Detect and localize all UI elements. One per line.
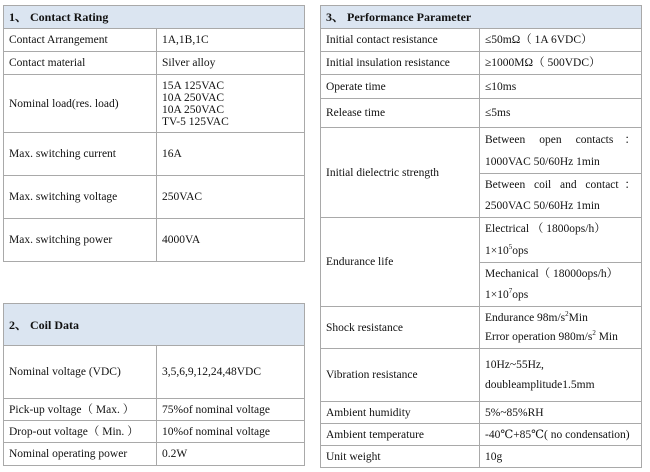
dropout-voltage-value: 10%of nominal voltage [157, 421, 305, 443]
vibration-resistance-label: Vibration resistance [321, 349, 480, 402]
nominal-voltage-label: Nominal voltage (VDC) [4, 346, 157, 399]
contact-rating-title: 1、 Contact Rating [4, 6, 305, 29]
endurance-mechanical-value: $1\times 10^7ops$ [485, 286, 529, 301]
max-power-value: 4000VA [157, 219, 305, 262]
contact-material-label: Contact material [4, 52, 157, 75]
release-time-label: Release time [321, 99, 480, 128]
contact-arrangement-label: Contact Arrangement [4, 29, 157, 52]
endurance-electrical-value: $1\times 10^5ops$ [485, 243, 529, 257]
endurance-electrical-title: Electrical （ 1800ops/h） [485, 223, 606, 235]
contact-resistance-value: ≤50mΩ（ 1A 6VDC） [480, 29, 642, 52]
nominal-voltage-value: 3,5,6,9,12,24,48VDC [157, 346, 305, 399]
endurance-mechanical [480, 263, 642, 307]
insulation-resistance-value: ≥1000MΩ（ 500VDC） [480, 52, 642, 75]
unit-weight-label: Unit weight [321, 446, 480, 468]
ambient-temperature-label: Ambient temperature [321, 424, 480, 446]
dielectric-coil-contact-title: Between coil and contact： [485, 178, 637, 191]
nominal-load-value: 15A 125VAC [162, 79, 225, 92]
max-current-label: Max. switching current [4, 133, 157, 176]
nominal-load-value: 10A 250VAC [162, 103, 225, 116]
max-voltage-label: Max. switching voltage [4, 176, 157, 219]
endurance-life-label: Endurance life [321, 218, 480, 307]
dielectric-coil-contact [480, 174, 642, 218]
vibration-resistance-values [480, 349, 642, 402]
operating-power-value: 0.2W [157, 443, 305, 466]
coil-data-table [3, 303, 305, 466]
ambient-temperature-value: -40℃+85℃( no condensation) [480, 424, 642, 446]
shock-resistance-label: Shock resistance [321, 307, 480, 349]
shock-resistance-values [480, 307, 642, 349]
operate-time-value: ≤10ms [480, 75, 642, 99]
ambient-humidity-label: Ambient humidity [321, 402, 480, 424]
nominal-load-label: Nominal load(res. load) [4, 75, 157, 133]
dielectric-open-contacts-title: Between open contacts： [485, 133, 637, 146]
endurance-electrical [480, 218, 642, 263]
performance-title: 3、 Performance Parameter [321, 6, 642, 29]
contact-rating-table [3, 5, 305, 262]
max-power-label: Max. switching power [4, 219, 157, 262]
contact-material-value: Silver alloy [157, 52, 305, 75]
contact-resistance-label: Initial contact resistance [321, 29, 480, 52]
endurance-mechanical-title: Mechanical（ 18000ops/h） [485, 267, 619, 280]
unit-weight-value: 10g [480, 446, 642, 468]
dielectric-open-contacts-value: 1000VAC 50/60Hz 1min [485, 155, 600, 168]
ambient-humidity-value: 5%~85%RH [480, 402, 642, 424]
dielectric-coil-contact-value: 2500VAC 50/60Hz 1min [485, 199, 600, 212]
vibration-frequency: 10Hz~55Hz, [485, 359, 544, 371]
nominal-load-values [157, 75, 305, 133]
release-time-value: ≤5ms [480, 99, 642, 128]
nominal-load-value: 10A 250VAC [162, 91, 225, 104]
operate-time-label: Operate time [321, 75, 480, 99]
dropout-voltage-label: Drop-out voltage（ Min. ） [4, 421, 157, 443]
operating-power-label: Nominal operating power [4, 443, 157, 466]
shock-error-operation: Error operation $980m/s^2$ Min [485, 328, 618, 343]
performance-table [320, 5, 642, 468]
vibration-amplitude: doubleamplitude1.5mm [485, 379, 595, 391]
insulation-resistance-label: Initial insulation resistance [321, 52, 480, 75]
coil-data-title: 2、 Coil Data [4, 304, 305, 346]
nominal-load-value: TV-5 125VAC [162, 115, 229, 128]
max-voltage-value: 250VAC [157, 176, 305, 219]
pickup-voltage-label: Pick-up voltage（ Max. ） [4, 399, 157, 421]
pickup-voltage-value: 75%of nominal voltage [157, 399, 305, 421]
max-current-value: 16A [157, 133, 305, 176]
shock-endurance: Endurance $98m/s^2Min$ [485, 309, 588, 324]
dielectric-strength-label: Initial dielectric strength [321, 128, 480, 218]
dielectric-open-contacts [480, 128, 642, 174]
contact-arrangement-value: 1A,1B,1C [157, 29, 305, 52]
